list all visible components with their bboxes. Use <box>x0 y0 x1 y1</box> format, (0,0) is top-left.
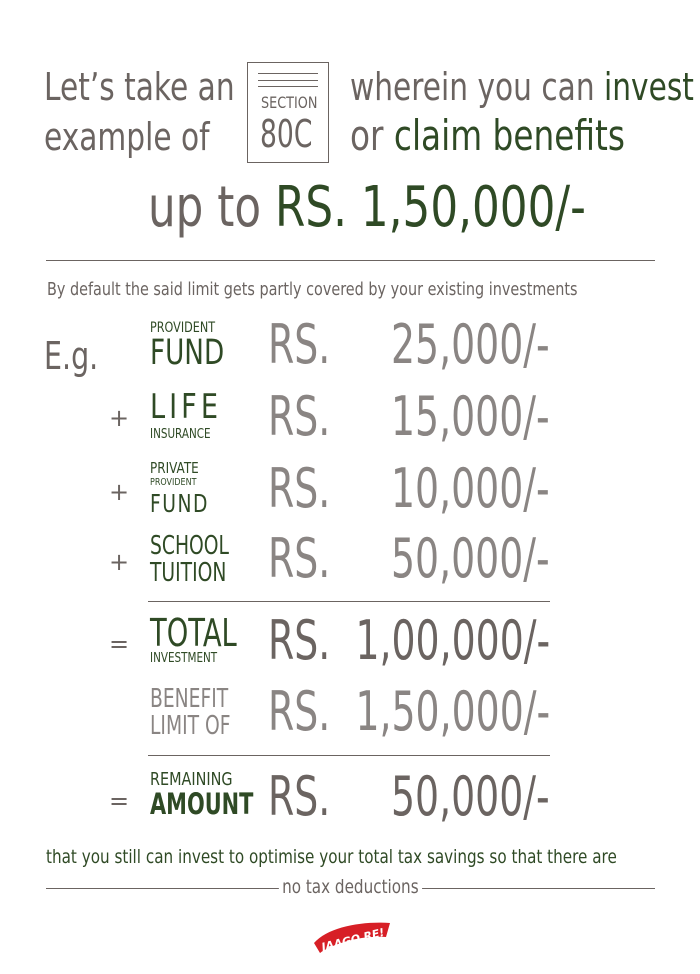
row-currency: RS. <box>268 385 331 448</box>
footer-line1: that you still can invest to optimise your total tax savings so that there are <box>46 846 617 868</box>
row-label-big: AMOUNT <box>150 787 254 821</box>
row-amount: 1,50,000/- <box>355 680 550 743</box>
heading-right-line1-text: wherein you can <box>350 65 605 109</box>
row-currency: RS. <box>268 609 331 672</box>
row-label-big: TOTAL <box>150 611 237 655</box>
row-amount: 25,000/- <box>391 313 550 376</box>
row-currency: RS. <box>268 765 331 828</box>
heading-right-line2 <box>350 111 625 160</box>
row-amount: 50,000/- <box>391 765 550 828</box>
row-label-small: REMAINING <box>150 769 233 790</box>
plus-operator: + <box>109 478 130 506</box>
row-label-big: FUND <box>150 489 209 518</box>
section-code: 80C <box>260 112 313 156</box>
row-label-line1: BENEFIT <box>150 684 229 714</box>
row-label-small: PROVIDENT <box>150 320 216 336</box>
intro-text: By default the said limit gets partly covered by your existing investments <box>47 279 578 300</box>
row-amount: 1,00,000/- <box>355 609 550 672</box>
row-currency: RS. <box>268 680 331 743</box>
divider-sum <box>148 601 550 602</box>
plus-operator: + <box>109 548 130 576</box>
row-label-line2: LIMIT OF <box>150 711 231 741</box>
heading-left-line1: Let’s take an <box>44 65 235 109</box>
footer-line2: no tax deductions <box>279 878 422 897</box>
heading-or-text: or <box>350 111 394 160</box>
row-amount: 15,000/- <box>391 385 550 448</box>
heading-invest-text: invest <box>604 65 694 109</box>
row-currency: RS. <box>268 457 331 520</box>
box-rule <box>258 86 318 87</box>
plus-operator: + <box>109 404 130 432</box>
box-rule <box>258 73 318 74</box>
section-label: SECTION <box>261 93 318 112</box>
row-label-line1: SCHOOL <box>150 531 229 561</box>
box-rule <box>258 80 318 81</box>
row-currency: RS. <box>268 313 331 376</box>
divider-result <box>148 755 550 756</box>
row-label-big: FUND <box>150 333 225 373</box>
row-label-small: PRIVATE <box>150 459 199 477</box>
row-label-small: INVESTMENT <box>150 651 218 666</box>
row-currency: RS. <box>268 527 331 590</box>
row-label-line2: TUITION <box>150 558 227 588</box>
footer-line2-wrap <box>0 878 700 897</box>
equals-operator: = <box>109 630 130 658</box>
example-label: E.g. <box>44 334 99 378</box>
heading-left-line2: example of <box>44 115 210 159</box>
jaago-re-logo <box>310 917 394 957</box>
limit-prefix: up to <box>148 175 276 240</box>
heading-right-line1 <box>350 65 694 109</box>
row-label-smaller: PROVIDENT <box>150 477 197 488</box>
row-amount: 10,000/- <box>391 457 550 520</box>
section-80c-box <box>247 62 329 163</box>
limit-heading <box>148 175 586 240</box>
divider-top <box>46 260 655 261</box>
equals-operator: = <box>109 787 130 815</box>
row-label-small: INSURANCE <box>150 427 211 442</box>
heading-claim-benefits-text: claim benefits <box>393 111 625 160</box>
limit-value: RS. 1,50,000/- <box>275 175 586 240</box>
row-label-big: LIFE <box>150 387 223 427</box>
logo-text: JAAGO RE! <box>320 925 386 954</box>
row-amount: 50,000/- <box>391 527 550 590</box>
